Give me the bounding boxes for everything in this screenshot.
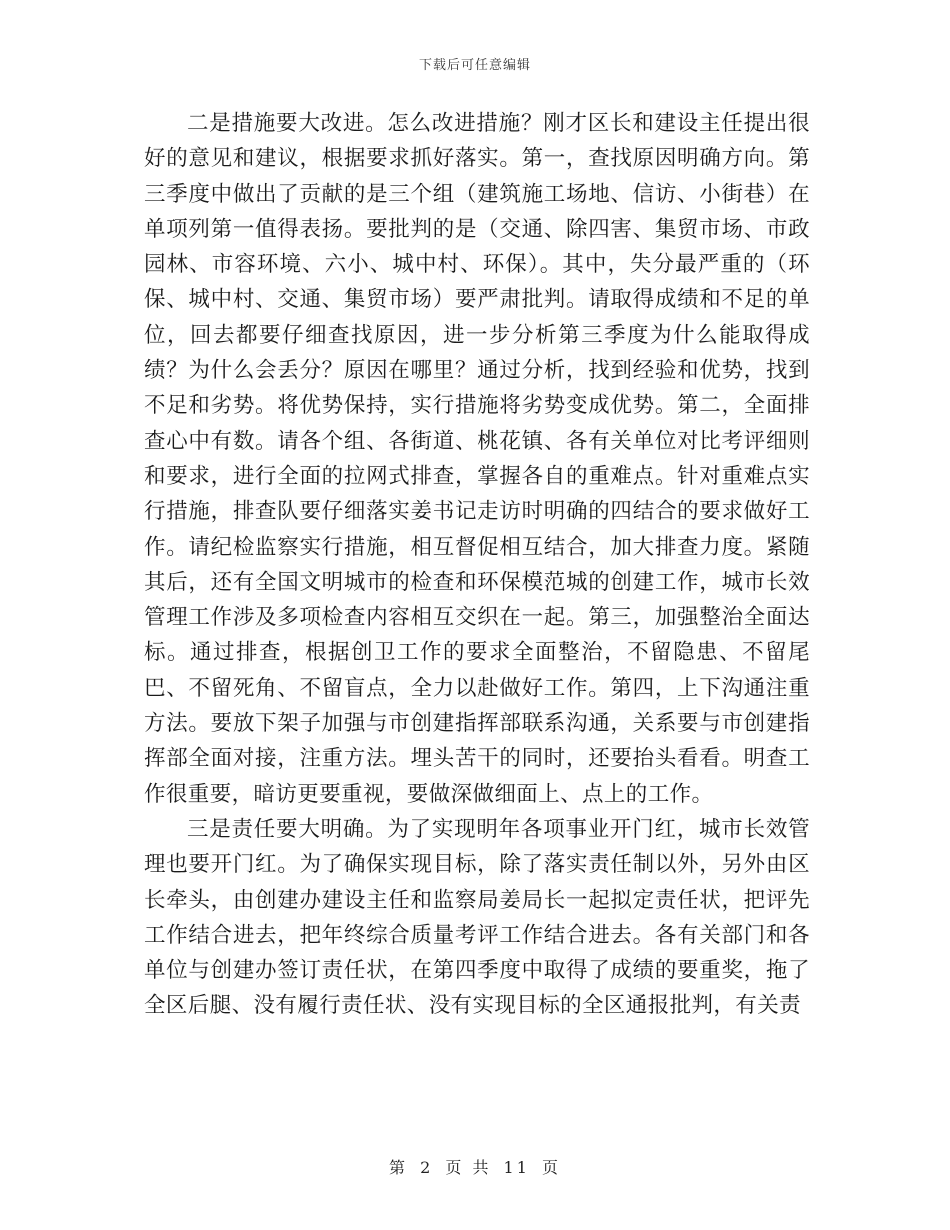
footer-middle: 页 共 bbox=[445, 1158, 492, 1177]
document-body bbox=[144, 106, 810, 1024]
current-page-number: 2 bbox=[420, 1158, 434, 1177]
page-footer bbox=[0, 1155, 950, 1178]
footer-prefix: 第 bbox=[388, 1158, 408, 1177]
paragraph-responsibility: 三是责任要大明确。为了实现明年各项事业开门红，城市长效管理也要开门红。为了确保实现目标，除了落实责任制以外，另外由区长牵头，由创建办建设主任和监察局姜局长一起拟定责任状，把评先工作结合进去，把年终综合质量考评工作结合进去。各有关部门和各单位与创建办签订责任状，在第四季度中取得了成绩的要重奖，拖了全区后腿、没有履行责任状、没有实现目标的全区通报批判，有关责 bbox=[144, 816, 810, 1019]
total-pages-number: 11 bbox=[503, 1158, 530, 1177]
paragraph-measures: 二是措施要大改进。怎么改进措施？刚才区长和建设主任提出很好的意见和建议，根据要求抓好落实。第一，查找原因明确方向。第三季度中做出了贡献的是三个组（建筑施工场地、信访、小街巷）在单项列第一值得表扬。要批判的是（交通、除四害、集贸市场、市政园林、市容环境、六小、城中村、环保）。其中，失分最严重的（环保、城中村、交通、集贸市场）要严肃批判。请取得成绩和不足的单位，回去都要仔细查找原因，进一步分析第三季度为什么能取得成绩？为什么会丢分？原因在哪里？通过分析，找到经验和优势，找到不足和劣势。将优势保持，实行措施将劣势变成优势。第二，全面排查心中有数。请各个组、各街道、桃花镇、各有关单位对比考评细则和要求，进行全面的拉网式排查，掌握各自的重难点。针对重难点实行措施，排查队要仔细落实姜书记走访时明确的四结合的要求做好工作。请纪检监察实行措施，相互督促相互结合，加大排查力度。紧随其后，还有全国文明城市的检查和环保模范城的创建工作，城市长效管理工作涉及多项检查内容相互交织在一起。第三，加强整治全面达标。通过排查，根据创卫工作的要求全面整治，不留隐患、不留尾巴、不留死角、不留盲点，全力以赴做好工作。第四，上下沟通注重方法。要放下架子加强与市创建指挥部联系沟通，关系要与市创建指挥部全面对接，注重方法。埋头苦干的同时，还要抬头看看。明查工作很重要，暗访更要重视，要做深做细面上、点上的工作。 bbox=[144, 111, 810, 807]
footer-suffix: 页 bbox=[542, 1158, 562, 1177]
header-note: 下载后可任意编辑 bbox=[418, 58, 531, 73]
